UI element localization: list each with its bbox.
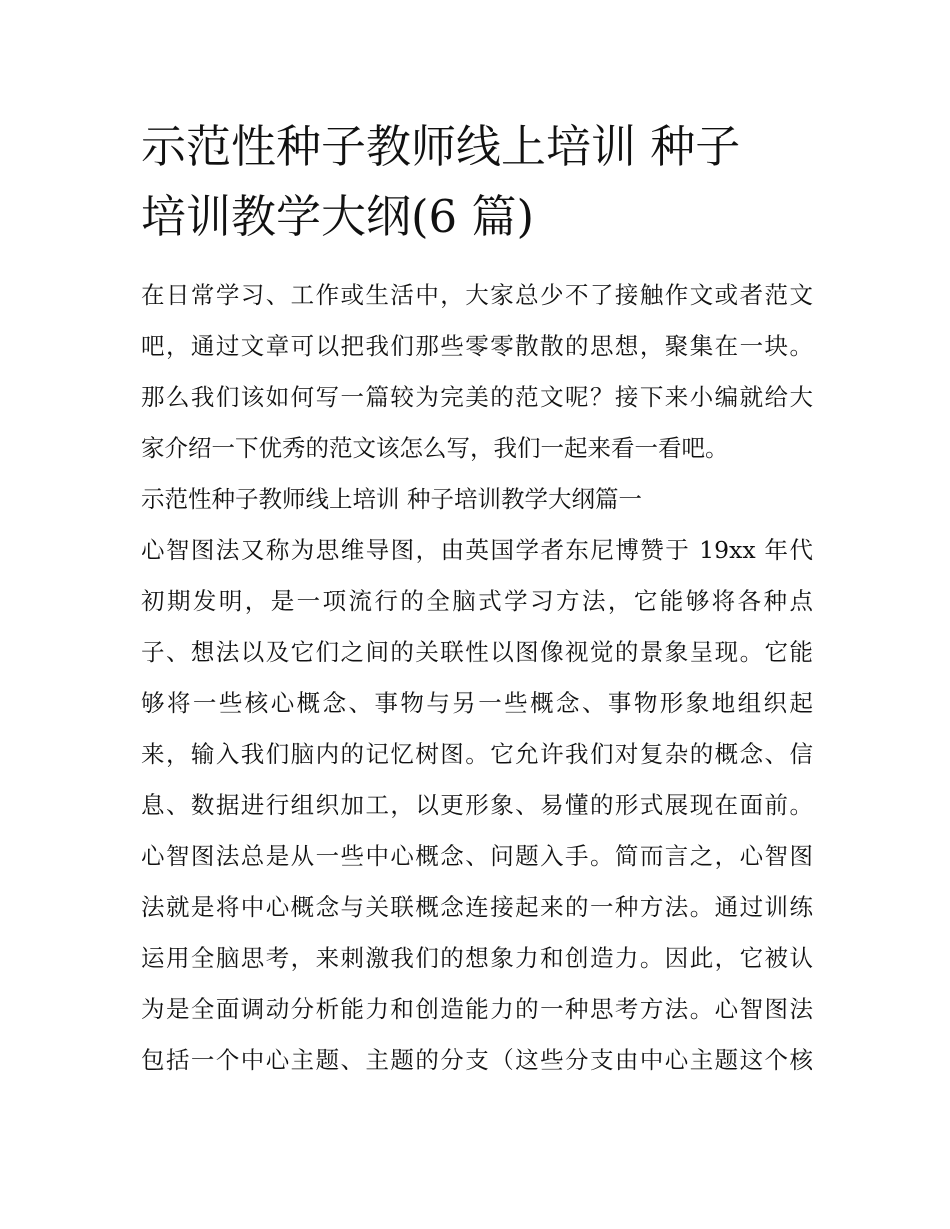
intro-line: 在日常学习、工作或生活中，大家总少不了接触作文或者范文: [141, 281, 813, 309]
intro-line: 那么我们该如何写一篇较为完美的范文呢？接下来小编就给大: [141, 383, 813, 411]
intro-line: 吧，通过文章可以把我们那些零零散散的思想，聚集在一块。: [141, 332, 813, 360]
section-line: 息、数据进行组织加工，以更形象、易懂的形式展现在面前。: [141, 791, 813, 819]
section-heading: 示范性种子教师线上培训 种子培训教学大纲篇一: [141, 485, 642, 513]
section-line: 包括一个中心主题、主题的分支（这些分支由中心主题这个核: [141, 1046, 813, 1074]
document-content: [141, 112, 813, 1086]
title-line-2: 培训教学大纲(6 篇): [141, 190, 535, 243]
intro-line: 家介绍一下优秀的范文该怎么写，我们一起来看一看吧。: [141, 434, 729, 462]
document-title: [141, 112, 813, 252]
section-line: 子、想法以及它们之间的关联性以图像视觉的景象呈现。它能: [141, 638, 813, 666]
section-line: 心智图法总是从一些中心概念、问题入手。简而言之，心智图: [141, 842, 813, 870]
section-line: 运用全脑思考，来刺激我们的想象力和创造力。因此，它被认: [141, 944, 813, 972]
title-line-1: 示范性种子教师线上培训 种子: [141, 120, 741, 173]
section-line: 为是全面调动分析能力和创造能力的一种思考方法。心智图法: [141, 995, 813, 1023]
document-body: [141, 270, 813, 1086]
section-line: 法就是将中心概念与关联概念连接起来的一种方法。通过训练: [141, 893, 813, 921]
section-line: 够将一些核心概念、事物与另一些概念、事物形象地组织起: [141, 689, 813, 717]
section-line: 初期发明，是一项流行的全脑式学习方法，它能够将各种点: [141, 587, 813, 615]
section-line: 来，输入我们脑内的记忆树图。它允许我们对复杂的概念、信: [141, 740, 813, 768]
section-line: 心智图法又称为思维导图，由英国学者东尼博赞于 19xx 年代: [141, 536, 813, 564]
